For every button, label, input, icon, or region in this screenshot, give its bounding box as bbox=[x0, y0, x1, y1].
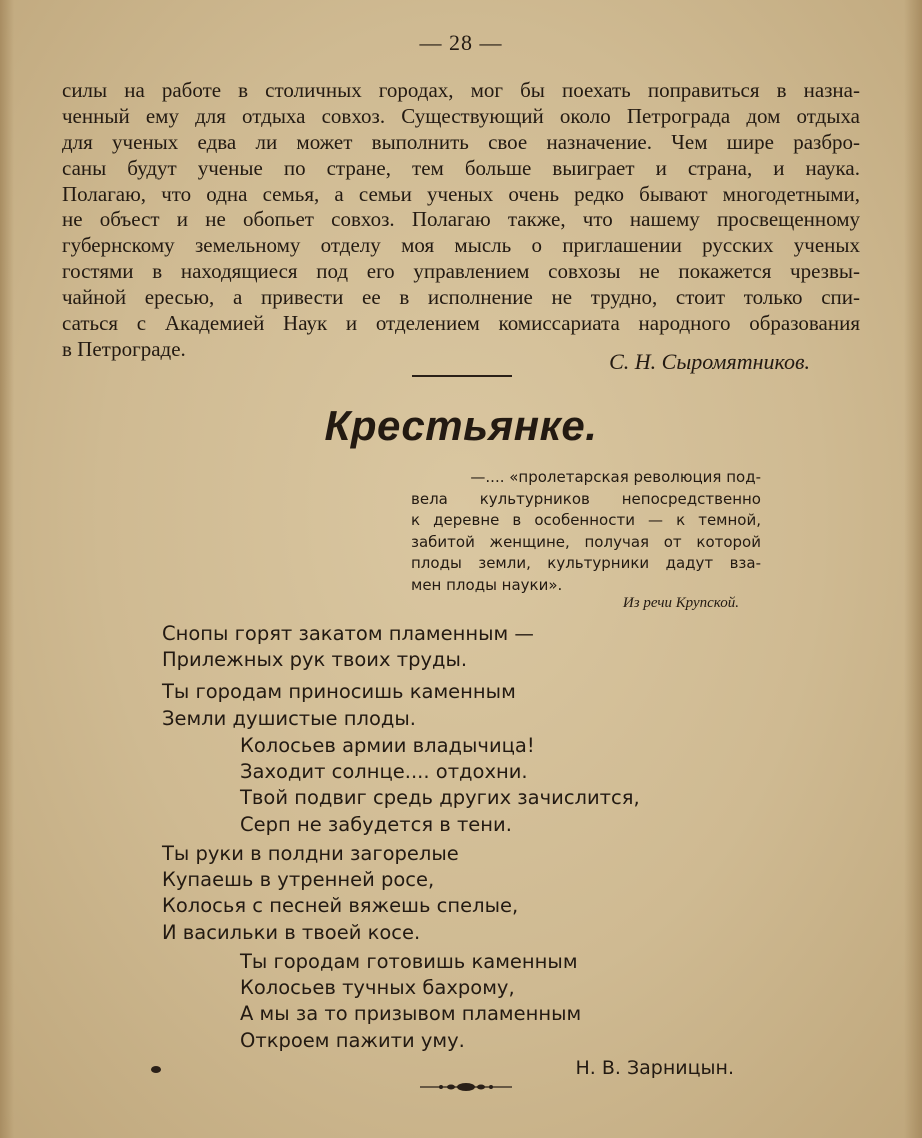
page-edge-right bbox=[904, 0, 922, 1138]
text-line: губернскому земельному отделу моя мысль о приглашении русских ученых bbox=[62, 233, 860, 258]
epigraph-line: мен плоды науки». bbox=[411, 575, 563, 594]
article-text bbox=[62, 78, 860, 363]
text-line: саны будут ученые по стране, тем больше выиграет и страна, и наука. bbox=[62, 155, 860, 180]
poem-stanza bbox=[162, 621, 534, 732]
text-line: Полагаю, что одна семья, а семьи ученых очень редко бывают многодетными, bbox=[62, 181, 860, 206]
poem-line: Твой подвиг средь других зачислится, bbox=[240, 786, 640, 810]
ornament-icon bbox=[420, 1080, 512, 1094]
epigraph-line: вела культурников непосредственно bbox=[411, 489, 761, 508]
ink-blot bbox=[151, 1066, 161, 1073]
poem-stanza bbox=[162, 841, 518, 946]
text-line: ченный ему для отдыха совхоз. Существующий около Петрограда дом отдыха bbox=[62, 103, 860, 128]
text-line: силы на работе в столичных городах, мог бы поехать поправиться в назна- bbox=[62, 78, 860, 102]
poem-line: А мы за то призывом пламенным bbox=[240, 1002, 582, 1026]
page-edge-left bbox=[0, 0, 14, 1138]
poem-line: Прилежных рук твоих труды. bbox=[162, 648, 468, 672]
poem-line: Ты городам готовишь каменным bbox=[240, 950, 578, 973]
epigraph-line: плоды земли, культурники дадут вза- bbox=[411, 554, 761, 573]
poem-stanza bbox=[240, 949, 581, 1054]
poem-line: И васильки в твоей косе. bbox=[162, 920, 421, 944]
poem-line: Откроем пажити уму. bbox=[240, 1028, 465, 1052]
poem-line: Колосьев армии владычица! bbox=[240, 734, 535, 757]
poem-line: Серп не забудется в тени. bbox=[240, 812, 512, 836]
text-line: чайной ересью, а привести ее в исполнение не трудно, стоит только спи- bbox=[62, 285, 860, 310]
epigraph-line: к деревне в особенности — к темной, bbox=[411, 511, 761, 530]
epigraph-line: —.... «пролетарская революция под- bbox=[470, 468, 761, 486]
poem-line: Земли душистые плоды. bbox=[162, 706, 416, 730]
text-line: в Петрограде. bbox=[62, 336, 186, 361]
poem-line: Заходит солнце.... отдохни. bbox=[240, 760, 528, 784]
poem-line: Колосьев тучных бахрому, bbox=[240, 976, 515, 1000]
text-line: не объест и не обопьет совхоз. Полагаю также, что нашему просвещенному bbox=[62, 207, 860, 232]
epigraph-line: забитой женщине, получая от которой bbox=[411, 532, 761, 551]
text-line: саться с Академией Наук и отделением комиссариата народного образования bbox=[62, 311, 860, 336]
poem-line: Ты руки в полдни загорелые bbox=[162, 842, 459, 865]
epigraph-source: Из речи Крупской. bbox=[622, 595, 739, 611]
text-line: для ученых едва ли может выполнить свое назначение. Чем шире разбро- bbox=[62, 129, 860, 154]
text-line: гостями в находящиеся под его управлением совхозы не покажется чрезвы- bbox=[62, 259, 860, 284]
poem-line: Ты городам приносишь каменным bbox=[162, 680, 516, 704]
poem-stanza bbox=[240, 733, 640, 838]
epigraph bbox=[411, 467, 761, 597]
poem-signature: Н. В. Зарницын. bbox=[575, 1057, 734, 1079]
poem-title: Крестьянке. bbox=[324, 402, 598, 449]
article-signature: С. Н. Сыромятников. bbox=[609, 349, 810, 374]
section-divider bbox=[412, 375, 512, 377]
poem-line: Купаешь в утренней росе, bbox=[162, 868, 435, 892]
page-number: — 28 — bbox=[419, 30, 503, 55]
poem-line: Снопы горят закатом пламенным — bbox=[162, 622, 534, 645]
poem-line: Колосья с песней вяжешь спелые, bbox=[162, 894, 519, 918]
